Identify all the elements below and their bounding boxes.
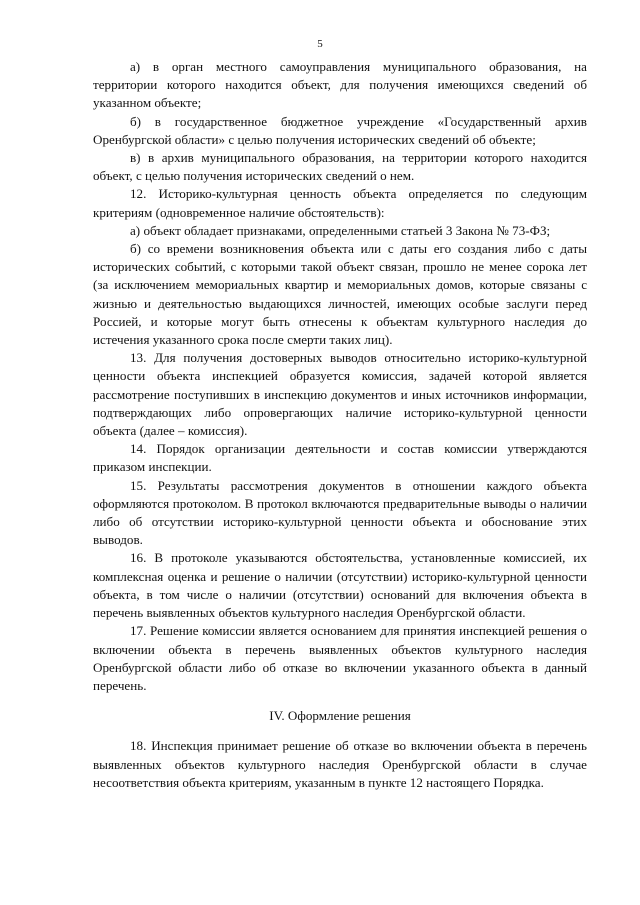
paragraph-18: 18. Инспекция принимает решение об отказе во включении объекта в перечень выявленных объектов культурного наследия Оренбургской области в случае несоответствия объекта критериям, указанным в пункте 12 настоящего Порядка. bbox=[93, 738, 587, 790]
paragraph-17: 17. Решение комиссии является основанием для принятия инспекцией решения о включении объекта в перечень выявленных объектов культурного наследия Оренбургской области либо об отказе во включении указанного объекта в данный перечень. bbox=[93, 623, 587, 693]
paragraph-12a: а) объект обладает признаками, определенными статьей 3 Закона № 73-ФЗ; bbox=[130, 222, 551, 238]
paragraph-14: 14. Порядок организации деятельности и состав комиссии утверждаются приказом инспекции. bbox=[93, 441, 587, 475]
paragraph-12b: б) со времени возникновения объекта или с даты его создания либо с даты исторических событий, с которыми такой объект связан, прошло не менее сорока лет (за исключением мемориальных квартир и мемориальных домов, которые связаны с жизнью и деятельностью выдающихся личностей, имеющих особые заслуги перед Россией, и которые могут быть отнесены к объектам культурного наследия до истечения указанного срока после смерти таких лиц). bbox=[93, 241, 587, 348]
paragraph-15: 15. Результаты рассмотрения документов в отношении каждого объекта оформляются протоколом. В протокол включаются предварительные выводы о наличии либо об отсутствии историко-культурной ценности объекта и обоснование этих выводов. bbox=[93, 477, 587, 548]
section-heading: IV. Оформление решения bbox=[269, 708, 411, 724]
paragraph-13: 13. Для получения достоверных выводов относительно историко-культурной ценности объекта инспекцией образуется комиссия, задачей которой является рассмотрение поступивших в инспекцию документов и иных источников информации, подтверждающих либо опровергающих наличие историко-культурной ценности объекта (далее – комиссия). bbox=[93, 350, 587, 439]
paragraph-11a: а) в орган местного самоуправления муниципального образования, на территории которого находится объект, для получения имеющихся сведений об указанном объекте; bbox=[93, 59, 587, 111]
paragraph-11c: в) в архив муниципального образования, на территории которого находится объект, с целью получения исторических сведений о нем. bbox=[93, 150, 587, 184]
document-body bbox=[93, 58, 587, 792]
paragraph-11b: б) в государственное бюджетное учреждение «Государственный архив Оренбургской области» с целью получения исторических сведений об объекте; bbox=[93, 113, 587, 147]
paragraph-12: 12. Историко-культурная ценность объекта определяется по следующим критериям (одновременное наличие обстоятельств): bbox=[93, 186, 587, 220]
page-number: 5 bbox=[317, 38, 323, 50]
paragraph-16: 16. В протоколе указываются обстоятельства, установленные комиссией, их комплексная оценка и решение о наличии (отсутствии) историко-культурной ценности объекта, в том числе о наличии (отсутствии) оснований для включения объекта в перечень выявленных объектов культурного наследия Оренбургской области. bbox=[93, 550, 587, 621]
